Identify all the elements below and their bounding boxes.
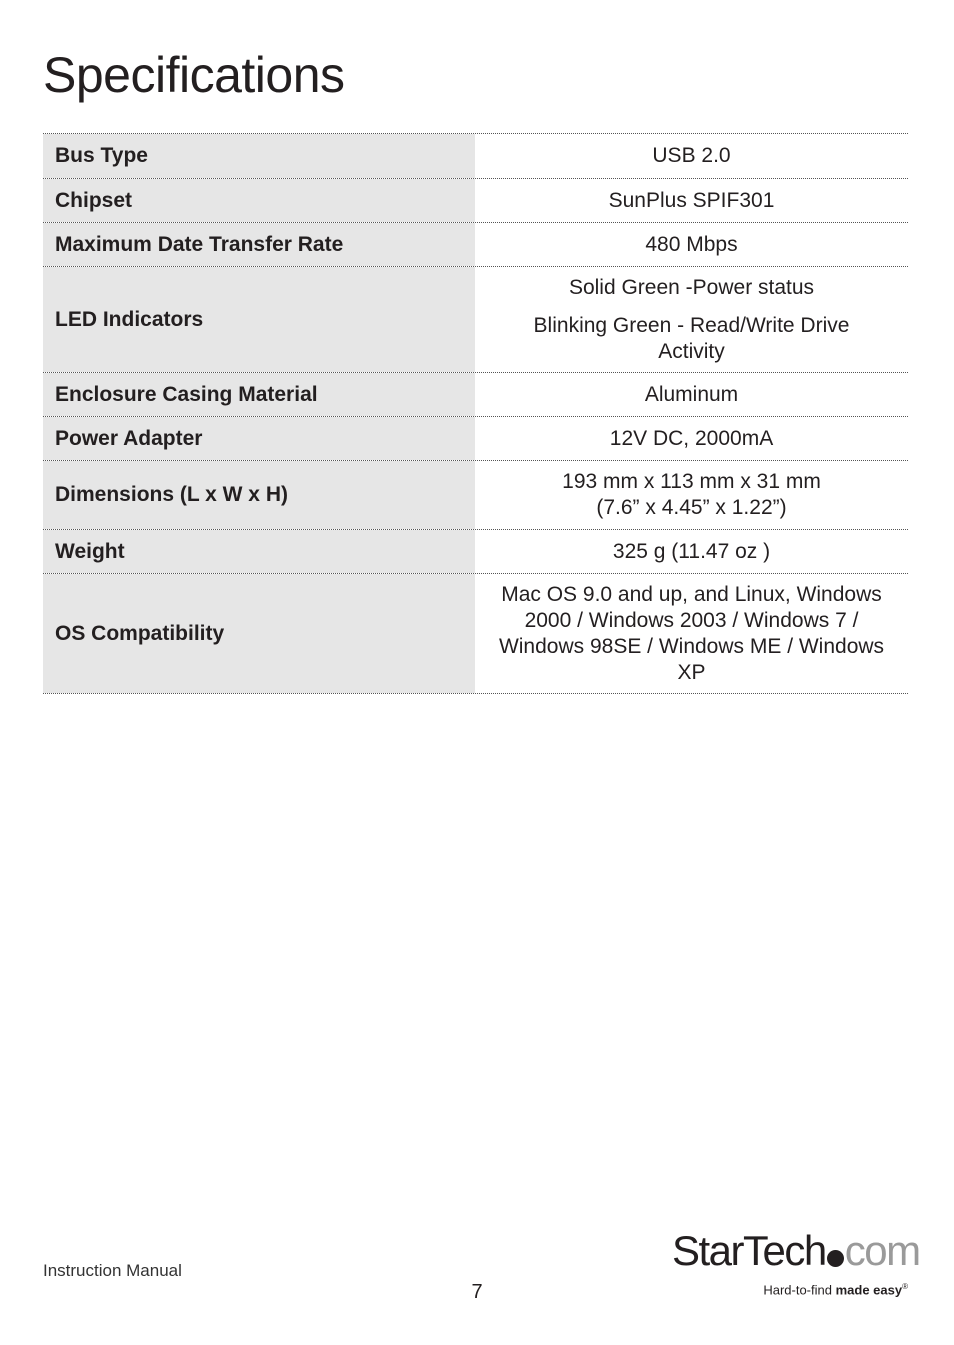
spec-value-text: USB 2.0 (652, 144, 731, 167)
spec-label: OS Compatibility (43, 574, 475, 693)
spec-value-text: Blinking Green - Read/Write Drive Activity (533, 313, 850, 363)
spec-row-chipset (43, 179, 908, 223)
spec-value-text: SunPlus SPIF301 (608, 188, 775, 212)
specifications-table (43, 133, 908, 694)
spec-value (475, 223, 908, 266)
spec-row-dimensions (43, 461, 908, 530)
spec-value (475, 179, 908, 222)
page-title: Specifications (43, 47, 345, 103)
spec-label: Enclosure Casing Material (43, 373, 475, 416)
spec-value-text: Solid Green -Power status (568, 275, 815, 299)
spec-label: LED Indicators (43, 267, 475, 372)
spec-row-os-compatibility (43, 574, 908, 694)
spec-value (475, 417, 908, 460)
logo-wordmark (672, 1227, 920, 1274)
footer-manual-label: Instruction Manual (43, 1261, 182, 1280)
spec-value-text: 12V DC, 2000mA (609, 426, 774, 450)
spec-value (475, 530, 908, 573)
spec-row-weight (43, 530, 908, 574)
logo-brand-suffix: com (844, 1227, 920, 1274)
spec-label: Bus Type (43, 134, 475, 178)
logo-dot-icon (827, 1250, 844, 1267)
tagline-bold: made easy (835, 1282, 903, 1298)
spec-row-power-adapter (43, 417, 908, 461)
spec-value (475, 134, 908, 178)
logo-tagline (672, 1282, 912, 1297)
spec-value-text: 325 g (11.47 oz ) (612, 539, 771, 563)
startech-logo (672, 1227, 920, 1310)
spec-row-casing-material (43, 373, 908, 417)
registered-mark: ® (902, 1282, 908, 1291)
spec-label: Maximum Date Transfer Rate (43, 223, 475, 266)
spec-label: Chipset (43, 179, 475, 222)
spec-label: Dimensions (L x W x H) (43, 461, 475, 529)
spec-value (475, 461, 908, 529)
spec-value (475, 267, 908, 372)
spec-label: Power Adapter (43, 417, 475, 460)
spec-value (475, 373, 908, 416)
spec-row-transfer-rate (43, 223, 908, 267)
page-number: 7 (471, 1281, 483, 1303)
spec-value-text: Mac OS 9.0 and up, and Linux, Windows 2000 / Windows 2003 / Windows 7 / Windows 98SE / Windows ME / Windows XP (498, 582, 885, 684)
logo-brand-main: StarTech (672, 1227, 826, 1274)
spec-value-text: 480 Mbps (645, 232, 738, 256)
spec-row-led-indicators (43, 267, 908, 373)
spec-value-text: 193 mm x 113 mm x 31 mm (7.6” x 4.45” x 1.22”) (562, 470, 821, 519)
spec-label: Weight (43, 530, 475, 573)
tagline-regular: Hard-to-find (763, 1282, 832, 1298)
spec-value-text: Aluminum (644, 382, 739, 406)
spec-row-bus-type (43, 134, 908, 179)
spec-value (475, 574, 908, 693)
